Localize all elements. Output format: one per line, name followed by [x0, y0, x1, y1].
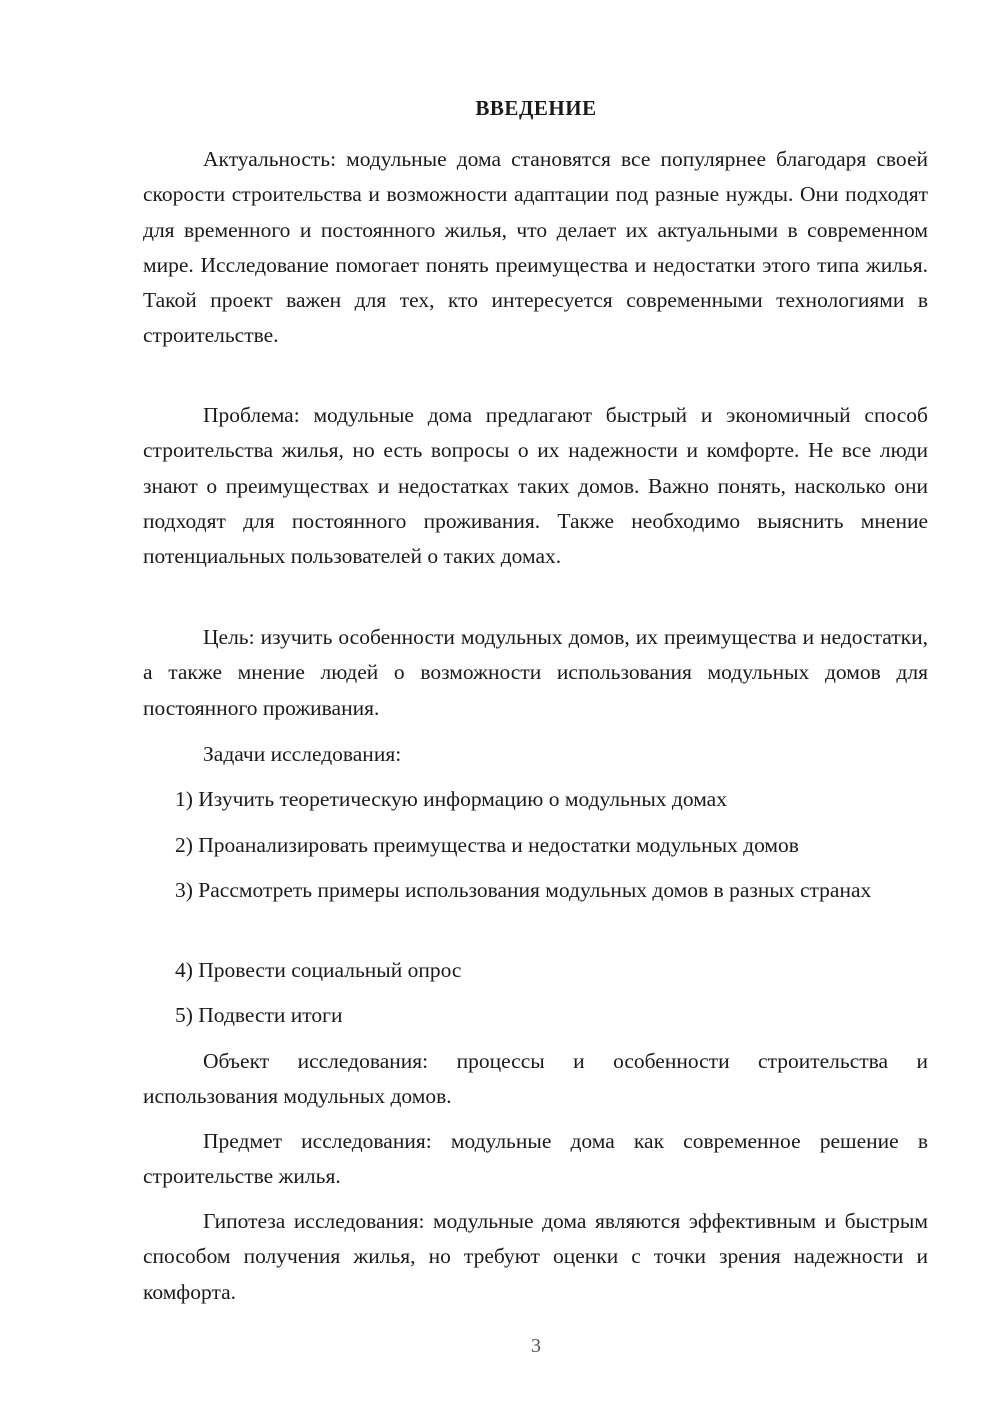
hypothesis-paragraph: Гипотеза исследования: модульные дома являются эффективным и быстрым способом получения жилья, но требуют оценки с точки зрения надежности и комфорта.: [143, 1209, 928, 1304]
object-paragraph: Объект исследования: процессы и особенности строительства и использования модульных домов.: [143, 1049, 928, 1109]
section-heading: ВВЕДЕНИЕ: [475, 96, 597, 120]
relevance-paragraph: Актуальность: модульные дома становятся все популярнее благодаря своей скорости строительства и возможности адаптации под разные нужды. Они подходят для временного и постоянного жилья, что делает их актуальными в современном мире. Исследование помогает понять преимущества и недостатки этого типа жилья. Такой проект важен для тех, кто интересуется современными технологиями в строительстве.: [143, 147, 928, 348]
problem-paragraph: Проблема: модульные дома предлагают быстрый и экономичный способ строительства жилья, но есть вопросы о их надежности и комфорте. Не все люди знают о преимуществах и недостатках таких домов. Важно понять, насколько они подходят для постоянного проживания. Также необходимо выяснить мнение потенциальных пользователей о таких домах.: [143, 403, 928, 569]
tasks-heading: Задачи исследования:: [203, 742, 402, 766]
goal-paragraph: Цель: изучить особенности модульных домов, их преимущества и недостатки, а также мнение людей о возможности использования модульных домов для постоянного проживания.: [143, 625, 928, 720]
page-number: 3: [531, 1335, 541, 1357]
task-item-3: 3) Рассмотреть примеры использования модульных домов в разных странах: [175, 878, 872, 902]
task-item-2: 2) Проанализировать преимущества и недостатки модульных домов: [175, 833, 799, 857]
task-item-5: 5) Подвести итоги: [175, 1003, 343, 1027]
task-item-1: 1) Изучить теоретическую информацию о модульных домах: [175, 787, 727, 811]
task-item-4: 4) Провести социальный опрос: [175, 958, 462, 982]
subject-paragraph: Предмет исследования: модульные дома как современное решение в строительстве жилья.: [143, 1129, 928, 1189]
